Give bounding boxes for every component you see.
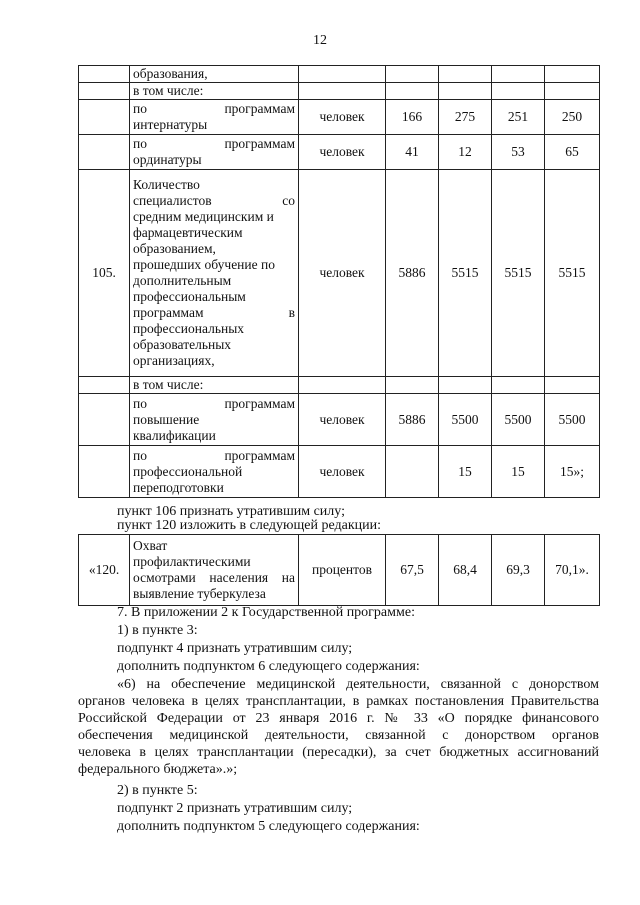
quote-line: федерального бюджета».»;: [78, 762, 238, 777]
value-cell: 41: [386, 135, 439, 170]
value-cell: [386, 446, 439, 498]
value-cell: 65: [545, 135, 600, 170]
table-row: [79, 66, 600, 83]
row-number: [79, 394, 130, 446]
value-cell: [439, 83, 492, 100]
table-row: [79, 394, 600, 446]
name-line: профессиональной: [133, 463, 243, 479]
text-item-120: пункт 120 изложить в следующей редакции:: [117, 518, 381, 533]
value-cell: [545, 66, 600, 83]
name-line: Охват: [133, 538, 168, 553]
name-line: Количество: [133, 177, 200, 192]
name-line: ординатуры: [133, 152, 202, 167]
row-number: 105.: [79, 170, 130, 377]
quote-line: Российской Федерации от 23 января 2016 г. № 33 «О порядке финансового: [78, 711, 599, 726]
value-cell: 15: [492, 446, 545, 498]
value-cell: [492, 66, 545, 83]
table-row: [79, 377, 600, 394]
unit-cell: [299, 66, 386, 83]
table-row: [79, 535, 600, 606]
value-cell: 67,5: [386, 535, 439, 606]
name-line: прошедших обучение по: [133, 257, 275, 272]
value-cell: 15: [439, 446, 492, 498]
unit-cell: [299, 377, 386, 394]
unit-cell: [299, 83, 386, 100]
row-number: [79, 100, 130, 135]
indicator-name: в том числе:: [130, 377, 299, 394]
quote-block: [78, 676, 599, 778]
name-line: специалистов со: [133, 193, 295, 208]
quote-line: обеспечения медицинской деятельности, связанной с донорством органов: [78, 728, 599, 743]
row-number: [79, 377, 130, 394]
name-line: образованием,: [133, 241, 216, 256]
value-cell: 5500: [439, 394, 492, 446]
row-number: [79, 446, 130, 498]
paragraph-appendix2: 7. В приложении 2 к Государственной программе:: [117, 605, 415, 620]
value-cell: [386, 377, 439, 394]
value-cell: 70,1».: [545, 535, 600, 606]
name-line: профессиональных: [133, 321, 245, 336]
unit-cell: процентов: [299, 535, 386, 606]
paragraph-item5: 2) в пункте 5:: [117, 783, 198, 798]
unit-cell: человек: [299, 135, 386, 170]
indicator-name: [130, 135, 299, 170]
row-number: [79, 66, 130, 83]
name-line: образовательных: [133, 337, 232, 352]
value-cell: 251: [492, 100, 545, 135]
name-line: средним медицинским и: [133, 209, 274, 224]
value-cell: 69,3: [492, 535, 545, 606]
indicator-name: [130, 394, 299, 446]
value-cell: 5886: [386, 394, 439, 446]
indicator-name: [130, 535, 299, 606]
value-cell: [545, 377, 600, 394]
unit-cell: человек: [299, 446, 386, 498]
indicator-name: [130, 446, 299, 498]
paragraph-add5: дополнить подпунктом 5 следующего содержания:: [117, 819, 420, 834]
table-row: [79, 83, 600, 100]
name-line: повышение: [133, 411, 200, 427]
indicator-name: в том числе:: [130, 83, 299, 100]
value-cell: [492, 377, 545, 394]
page-number: 12: [313, 33, 327, 48]
value-cell: [545, 83, 600, 100]
quote-line: человека в целях трансплантации (пересадки), за счет бюджетных ассигнований: [78, 745, 599, 760]
value-cell: 250: [545, 100, 600, 135]
value-cell: 166: [386, 100, 439, 135]
quote-line: «6) на обеспечение медицинской деятельности, связанной с донорством: [117, 677, 599, 692]
row-number: «120.: [79, 535, 130, 606]
name-line: фармацевтическим: [133, 225, 243, 240]
value-cell: 5500: [492, 394, 545, 446]
value-cell: 5515: [439, 170, 492, 377]
unit-cell: человек: [299, 394, 386, 446]
quote-line: органов человека в целях трансплантации, в рамках постановления Правительства: [78, 694, 599, 709]
table-row: [79, 446, 600, 498]
name-line: программам в: [133, 305, 295, 320]
name-line: по программам: [133, 447, 295, 463]
name-line: по программам: [133, 101, 295, 116]
value-cell: [439, 66, 492, 83]
paragraph-sub2: подпункт 2 признать утратившим силу;: [117, 801, 353, 816]
name-line: выявление туберкулеза: [133, 586, 266, 601]
value-cell: 5500: [545, 394, 600, 446]
name-line: по программам: [133, 395, 295, 411]
value-cell: 5515: [545, 170, 600, 377]
value-cell: 5515: [492, 170, 545, 377]
value-cell: [386, 66, 439, 83]
name-line: профессиональным: [133, 289, 246, 304]
row-number: [79, 83, 130, 100]
table-row: [79, 100, 600, 135]
row-number: [79, 135, 130, 170]
item-120-table: [78, 534, 600, 606]
name-line: дополнительным: [133, 273, 232, 288]
name-line: осмотрами населения на: [133, 570, 295, 585]
value-cell: 68,4: [439, 535, 492, 606]
name-line: по программам: [133, 136, 295, 151]
name-line: квалификации: [133, 427, 216, 443]
value-cell: 5886: [386, 170, 439, 377]
paragraph-item3: 1) в пункте 3:: [117, 623, 198, 638]
indicator-name: [130, 170, 299, 377]
name-line: интернатуры: [133, 117, 208, 132]
value-cell: [492, 83, 545, 100]
name-line: организациях,: [133, 353, 215, 368]
indicator-name: [130, 100, 299, 135]
table-row: [79, 135, 600, 170]
indicator-name: образования,: [130, 66, 299, 83]
value-cell: 275: [439, 100, 492, 135]
indicators-table: [78, 65, 600, 498]
paragraph-add6: дополнить подпунктом 6 следующего содержания:: [117, 659, 420, 674]
name-line: профилактическими: [133, 554, 251, 569]
value-cell: 12: [439, 135, 492, 170]
value-cell: [439, 377, 492, 394]
table-row: [79, 170, 600, 377]
unit-cell: человек: [299, 170, 386, 377]
value-cell: 15»;: [545, 446, 600, 498]
text-item-106: пункт 106 признать утратившим силу;: [117, 504, 345, 519]
name-line: переподготовки: [133, 479, 224, 495]
value-cell: [386, 83, 439, 100]
value-cell: 53: [492, 135, 545, 170]
paragraph-sub4: подпункт 4 признать утратившим силу;: [117, 641, 353, 656]
unit-cell: человек: [299, 100, 386, 135]
